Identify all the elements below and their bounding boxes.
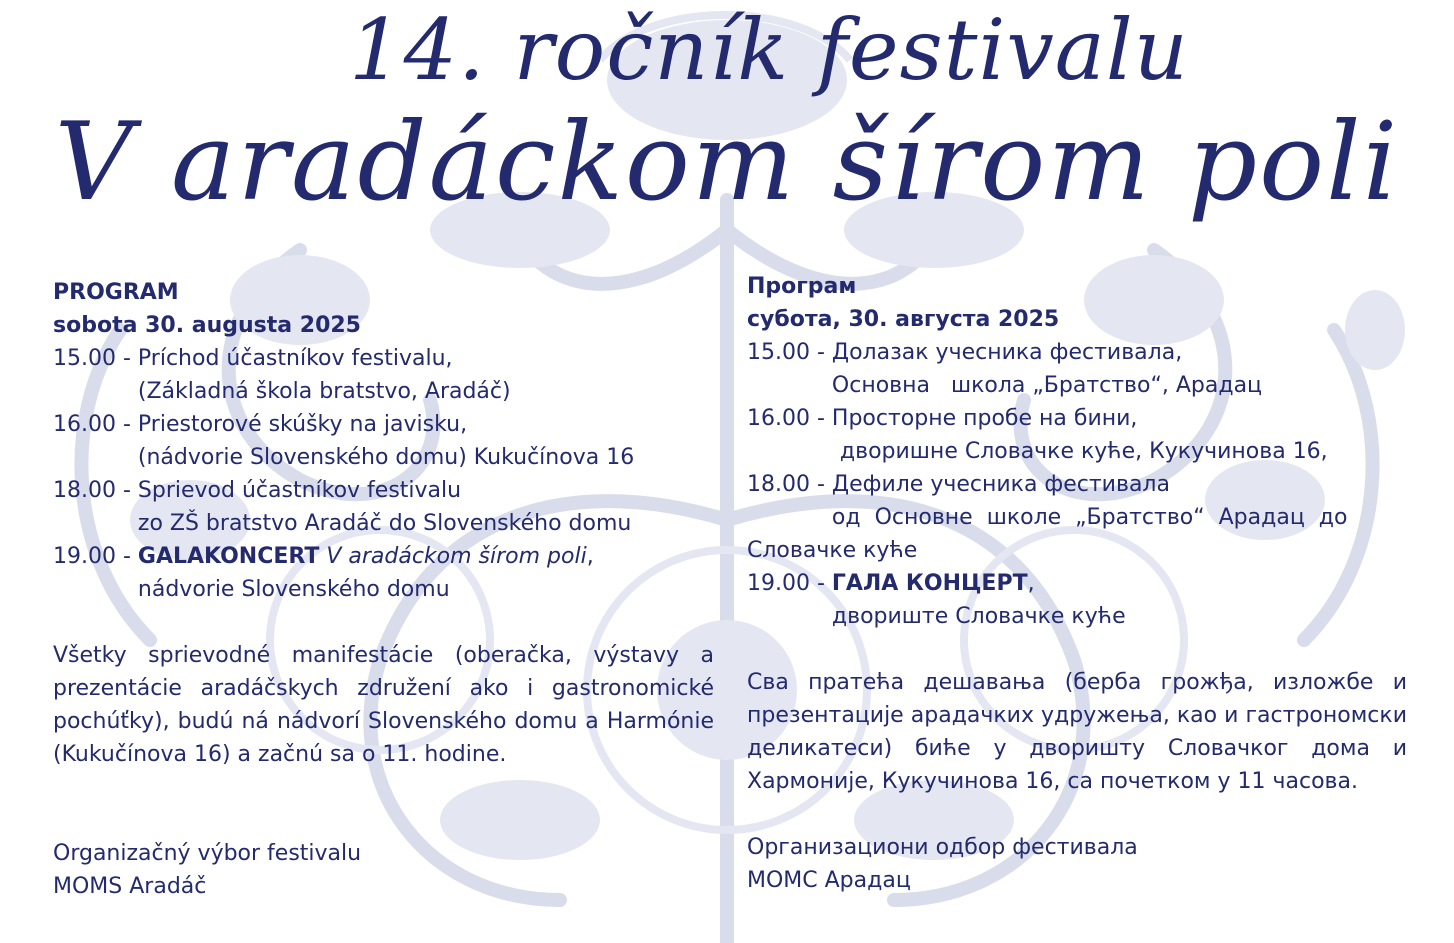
program-item-location: двориште Словачке куће bbox=[831, 604, 1126, 629]
program-item-text bbox=[832, 567, 1407, 600]
program-time: 19.00 - bbox=[747, 571, 832, 596]
program-item-location: (nádvorie Slovenského domu) Kukučínova 16 bbox=[137, 445, 635, 470]
program-time: 15.00 - bbox=[747, 340, 832, 365]
signature-organization: МОМС Арадац bbox=[747, 868, 911, 893]
program-item-location: nádvorie Slovenského domu bbox=[137, 577, 450, 602]
program-item-location: Основна школа „Братство“, Арадац bbox=[831, 373, 1263, 398]
program-heading: PROGRAM bbox=[53, 280, 179, 305]
program-item bbox=[747, 567, 1407, 633]
program-time: 16.00 - bbox=[747, 406, 832, 431]
gala-comma: , bbox=[1027, 571, 1035, 596]
program-item bbox=[53, 342, 714, 408]
program-time: 18.00 - bbox=[747, 472, 832, 497]
program-item-text: Príchod účastníkov festivalu, bbox=[137, 346, 453, 371]
program-time: 15.00 - bbox=[53, 346, 138, 371]
signature-organization: MOMS Aradáč bbox=[53, 874, 207, 899]
signature-committee: Организациони одбор фестивала bbox=[747, 835, 1138, 860]
program-item-text: Долазак учесника фестивала, bbox=[831, 340, 1183, 365]
program-item-location: (Základná škola bratstvo, Aradáč) bbox=[137, 379, 511, 404]
gala-concert-name: V aradáckom šírom poli bbox=[319, 544, 587, 569]
program-heading: Програм bbox=[747, 274, 857, 299]
program-date: sobota 30. augusta 2025 bbox=[53, 313, 361, 338]
program-item bbox=[53, 474, 714, 540]
program-item-location: од Основне школе „Братство“ Арадац до bbox=[831, 505, 1348, 530]
program-serbian bbox=[747, 270, 1407, 897]
program-slovak bbox=[53, 276, 714, 903]
program-item-text bbox=[138, 540, 714, 573]
program-paragraph: Všetky sprievodné manifestácie (oberačka, výstavy a prezentácie aradáčskych združení ako i gastronomické pochúťky), budú ná nádvorí Slovenského domu a Harmónie (Kukučínova 16) a začnú sa o 11. hodine. bbox=[53, 643, 714, 767]
program-paragraph: Сва пратећа дешавања (берба грожђа, изложбе и презентације арадачких удружења, као и гастрономски деликатеси) биће у дворишту Словачког дома и Хармоније, Кукучинова 16, са почетком у 11 часова. bbox=[747, 670, 1407, 794]
program-item-text: Sprievod účastníkov festivalu bbox=[137, 478, 462, 503]
festival-name-title: V aradáckom šírom poli bbox=[54, 100, 1400, 225]
program-item-location: дворишне Словачке куће, Кукучинова 16, bbox=[839, 439, 1328, 464]
program-item bbox=[747, 336, 1407, 402]
program-time: 18.00 - bbox=[53, 478, 138, 503]
program-time: 19.00 - bbox=[53, 544, 138, 569]
program-item-location-cont: Словачке куће bbox=[747, 538, 918, 563]
program-date: субота, 30. августа 2025 bbox=[747, 307, 1060, 332]
festival-edition-title: 14. ročník festivalu bbox=[349, 1, 1189, 99]
program-item-text: Просторне пробе на бини, bbox=[831, 406, 1138, 431]
program-item-location: zo ZŠ bratstvo Aradáč do Slovenského domu bbox=[137, 511, 632, 536]
program-item bbox=[747, 468, 1407, 534]
program-item bbox=[53, 540, 714, 606]
gala-concert-label: GALAKONCERT bbox=[137, 544, 320, 569]
gala-concert-label: ГАЛА КОНЦЕРТ bbox=[831, 571, 1028, 596]
program-item-text: Дефиле учесника фестивала bbox=[831, 472, 1170, 497]
program-item bbox=[747, 402, 1407, 468]
program-time: 16.00 - bbox=[53, 412, 138, 437]
gala-comma: , bbox=[586, 544, 594, 569]
signature-committee: Organizačný výbor festivalu bbox=[53, 841, 362, 866]
program-item-text: Priestorové skúšky na javisku, bbox=[137, 412, 468, 437]
program-item bbox=[53, 408, 714, 474]
